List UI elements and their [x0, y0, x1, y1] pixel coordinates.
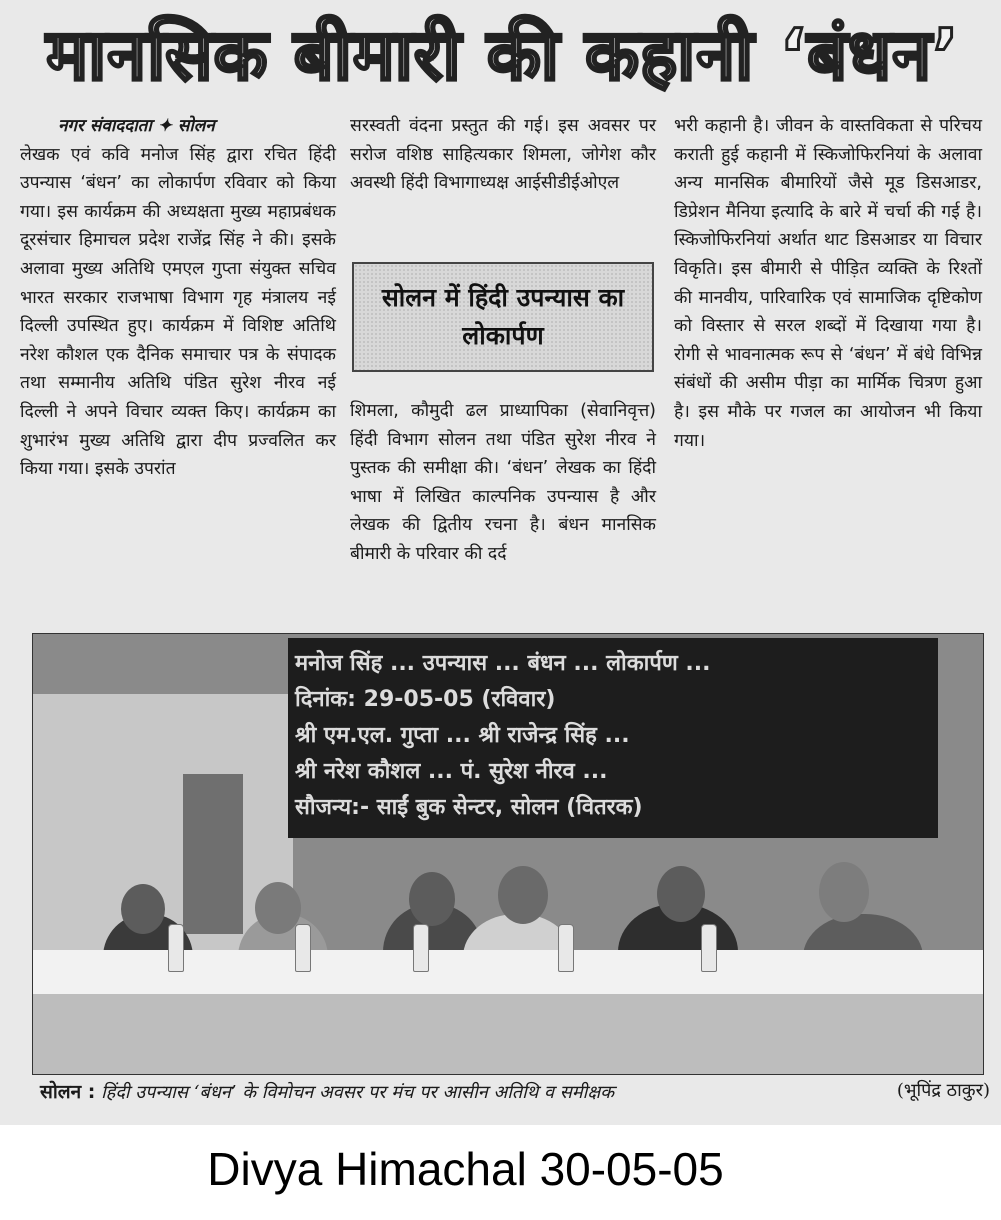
- banner-line: श्री नरेश कौशल ... पं. सुरेश नीरव ...: [295, 759, 608, 784]
- subheading: सोलन में हिंदी उपन्यास का लोकार्पण: [381, 283, 625, 350]
- photo-door: [183, 774, 243, 934]
- article-column-2-bottom: शिमला, कौमुदी ढल प्राध्यापिका (सेवानिवृत्त) हिंदी विभाग सोलन तथा पंडित सुरेश नीरव ने पुस्तक की समीक्षा की। ‘बंधन’ लेखक का हिंदी भाषा में लिखित काल्पनिक उपन्यास है और लेखक की द्वितीय रचना है। बंधन मानसिक बीमारी के परिवार की दर्द: [350, 401, 656, 564]
- article-column-3: [674, 112, 982, 455]
- subheading-box: [352, 262, 654, 372]
- water-bottle: [295, 924, 311, 972]
- event-photo: [32, 633, 984, 1075]
- article-column-2-top: [350, 112, 656, 198]
- source-label: Divya Himachal 30-05-05: [207, 1143, 724, 1195]
- water-bottle: [701, 924, 717, 972]
- column-2-top-text: सरस्वती वंदना प्रस्तुत की गई। इस अवसर पर सरोज वशिष्ठ साहित्यकार शिमला, जोगेश कौर अवस्थी हिंदी विभागाध्यक्ष आईसीडीईओएल: [350, 116, 656, 194]
- banner-line: मनोज सिंह ... उपन्यास ... बंधन ... लोकार्पण ...: [295, 651, 711, 676]
- person-head: [657, 866, 705, 922]
- caption-place: सोलन :: [40, 1081, 96, 1103]
- water-bottle: [413, 924, 429, 972]
- banner-line: सौजन्य:- साईं बुक सेन्टर, सोलन (वितरक): [295, 795, 643, 820]
- column-1-text: लेखक एवं कवि मनोज सिंह द्वारा रचित हिंदी उपन्यास ‘बंधन’ का लोकार्पण रविवार को किया गया। इस कार्यक्रम की अध्यक्षता मुख्य महाप्रबंधक दूरसंचार हिमाचल प्रदेश राजेंद्र सिंह ने की। इसके अलावा मुख्य अतिथि एमएल गुप्ता संयुक्त सचिव भारत सरकार राजभाषा विभाग गृह मंत्रालय नई दिल्ली उपस्थित हुए। कार्यक्रम में विशिष्ट अतिथि नरेश कौशल एक दैनिक समाचार पत्र के संपादक तथा सम्मानीय अतिथि पंडित सुरेश नीरव नई दिल्ली ने अपने विचार व्यक्त किए। कार्यक्रम का शुभारंभ मुख्य अतिथि द्वारा दीप प्रज्वलित कर किया गया। इसके उपरांत: [20, 144, 336, 480]
- caption-text: हिंदी उपन्यास ‘बंधन’ के विमोचन अवसर पर मंच पर आसीन अतिथि व समीक्षक: [101, 1082, 615, 1103]
- headline: मानसिक बीमारी की कहानी ‘बंधन’: [46, 14, 960, 96]
- water-bottle: [558, 924, 574, 972]
- photo-caption: [40, 1078, 990, 1104]
- banner-line: श्री एम.एल. गुप्ता ... श्री राजेन्द्र सिंह ...: [295, 723, 630, 748]
- column-3-text: भरी कहानी है। जीवन के वास्तविकता से परिचय कराती हुई कहानी में स्किजोफिरनियां के अलावा अन्य मानसिक बीमारियों जैसे मूड डिसआडर, डिप्रेशन मैनिया इत्यादि के बारे में चर्चा की गई है। स्किजोफिरनियां अर्थात थाट डिसआडर या विचार विकृति। इस बीमारी से पीड़ित व्यक्ति के रिश्तों की मानवीय, पारिवारिक एवं सामाजिक दृष्टिकोण को विस्तार से सरल शब्दों में दिखाया गया है। रोगी से भावनात्मक रूप से ‘बंधन’ में बंधे विभिन्न संबंधों की असीम पीड़ा का मार्मिक चित्रण हुआ है। इस मौके पर गजल का आयोजन भी किया गया।: [674, 116, 982, 451]
- photo-credit: (भूपिंद्र ठाकुर): [896, 1080, 990, 1101]
- stage-banner-text: [295, 646, 925, 826]
- article-column-1: [20, 112, 336, 484]
- person-head: [409, 872, 455, 926]
- byline: नगर संवाददाता ✦ सोलन: [58, 116, 215, 136]
- water-bottle: [168, 924, 184, 972]
- banner-line: दिनांक: 29-05-05 (रविवार): [295, 687, 556, 712]
- table-cloth: [33, 994, 983, 1074]
- person-head: [121, 884, 165, 934]
- person-head: [498, 866, 548, 924]
- person-head: [819, 862, 869, 922]
